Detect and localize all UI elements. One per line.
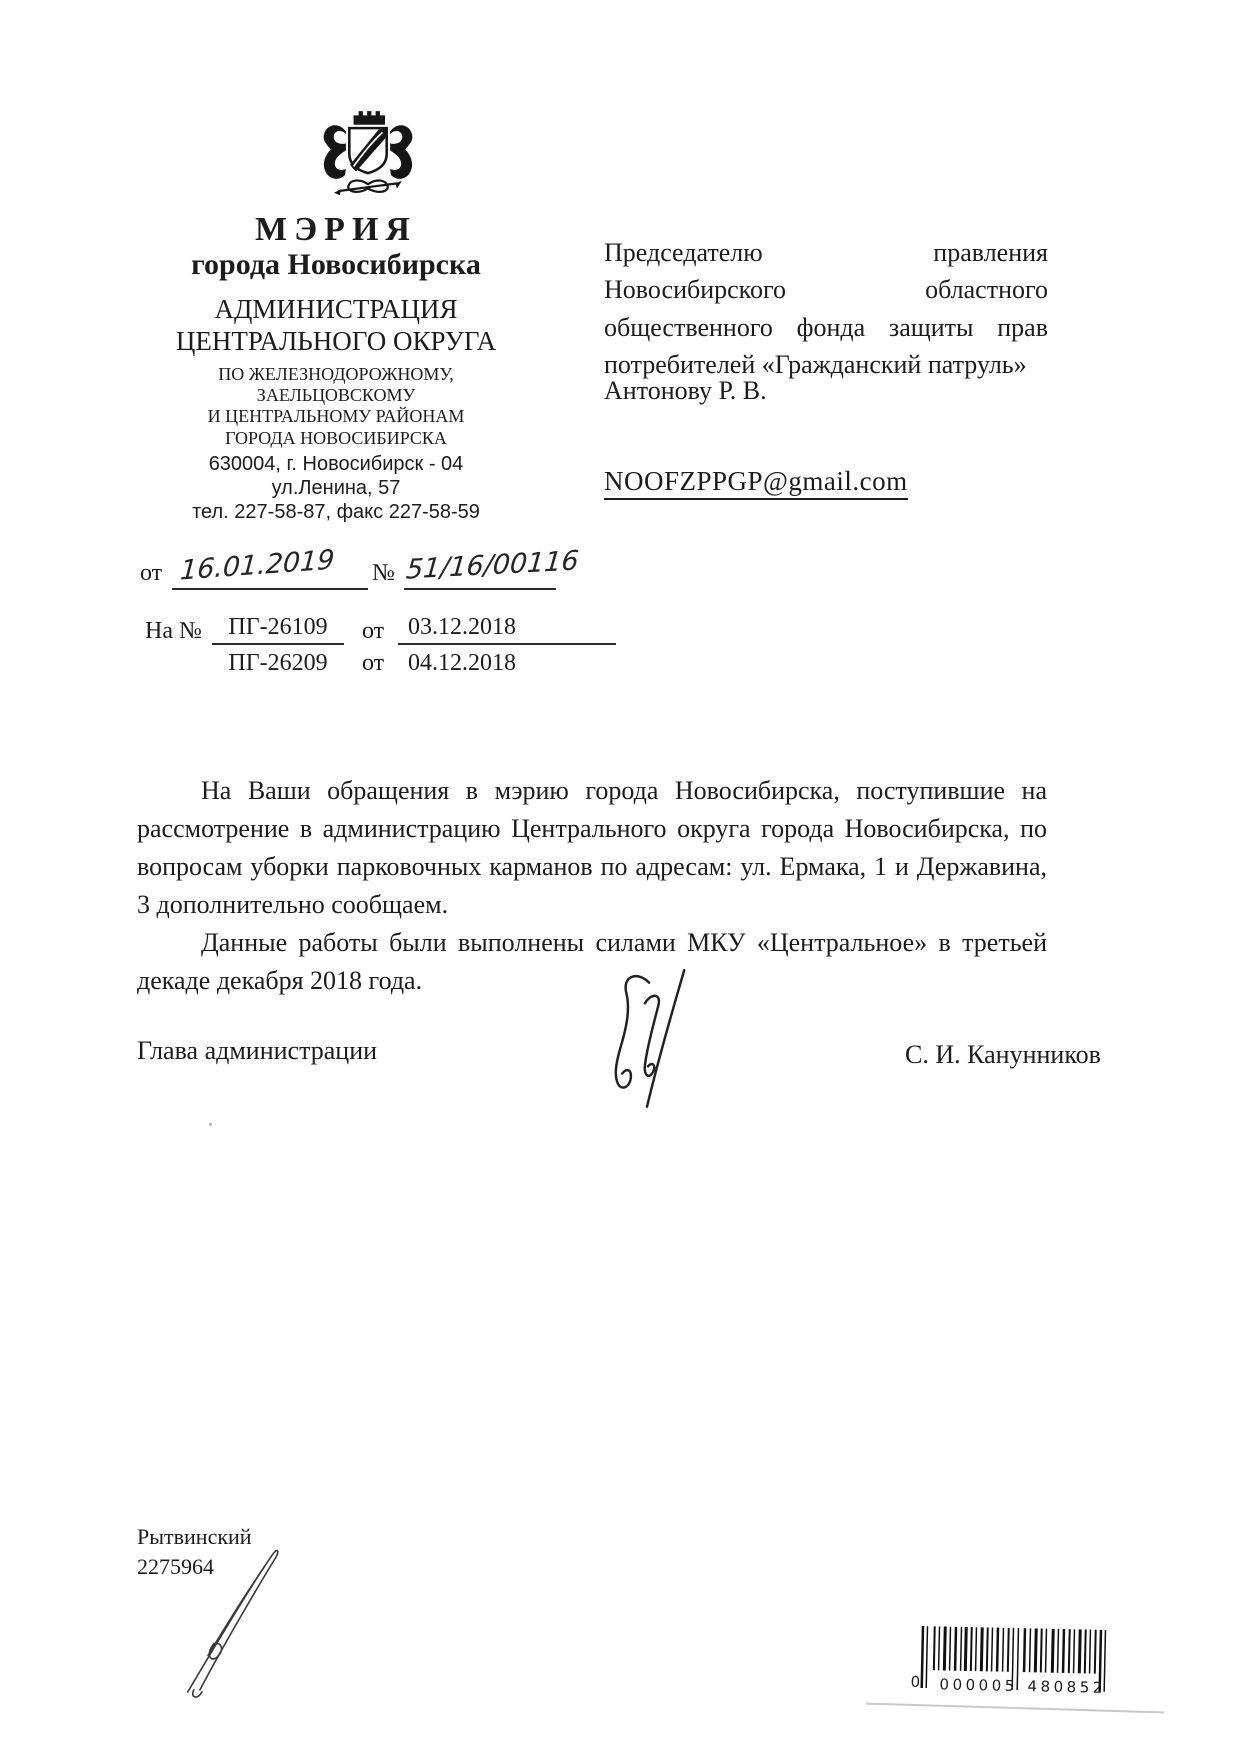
district-line4: ГОРОДА НОВОСИБИРСКА [225, 427, 447, 448]
executor-name: Рытвинский [137, 1524, 252, 1549]
outgoing-number-field [404, 545, 581, 590]
letter-body [137, 772, 1047, 1000]
incoming-ref1-date: 03.12.2018 [398, 614, 616, 645]
district-line3: И ЦЕНТРАЛЬНОМУ РАЙОНАМ [207, 406, 465, 427]
phone-fax: тел. 227-58-87, факс 227-58-59 [192, 500, 480, 523]
letterhead [140, 212, 532, 524]
postal-address: 630004, г. Новосибирск - 04 [208, 452, 464, 475]
barcode-lead-digit: 0 [910, 1672, 921, 1691]
outgoing-number-handwritten: 51/16/00116 [404, 545, 581, 586]
executor-phone: 2275964 [137, 1553, 214, 1579]
incoming-label: На № [145, 618, 202, 644]
barcode [910, 1626, 1120, 1700]
barcode-group2: 480852 [1027, 1677, 1106, 1697]
signer-position-title: Глава администрации [137, 1036, 378, 1065]
recipient-name: Антонову Р. В. [604, 376, 767, 405]
outgoing-date-label: от [140, 560, 163, 586]
incoming-ref1-date-label: от [362, 618, 385, 644]
district-line1: ПО ЖЕЛЕЗНОДОРОЖНОМУ, [218, 363, 454, 384]
incoming-ref2-number: ПГ-26209 [228, 650, 328, 676]
department-line2: ЦЕНТРАЛЬНОГО ОКРУГА [175, 326, 497, 357]
street-address: ул.Ленина, 57 [271, 476, 401, 499]
incoming-ref1-number: ПГ-26109 [212, 614, 344, 645]
org-name-line1: МЭРИЯ [255, 211, 417, 248]
department-line1: АДМИНИСТРАЦИЯ [214, 294, 458, 325]
district-line2: ЗАЕЛЬЦОВСКОМУ [256, 385, 416, 406]
handwritten-signature-icon [585, 968, 740, 1113]
recipient-email-link[interactable]: NOOFZPPGP@gmail.com [604, 466, 908, 500]
barcode-digits [910, 1672, 1119, 1697]
barcode-group1: 000005 [939, 1675, 1018, 1696]
scan-artifact-line [866, 1703, 1164, 1714]
outgoing-date-field [172, 544, 368, 590]
outgoing-date-handwritten: 16.01.2019 [179, 544, 336, 587]
org-name-line2: города Новосибирска [191, 247, 481, 281]
incoming-ref2-date: 04.12.2018 [408, 650, 516, 676]
executor-signature-mark-icon [172, 1538, 317, 1700]
incoming-ref2-date-label: от [362, 650, 385, 676]
signer-name: С. И. Канунников [905, 1040, 1101, 1069]
novosibirsk-coat-of-arms-icon [312, 106, 424, 208]
recipient-title: Председателю правления Новосибирского областного общественного фонда защиты прав потребителей «Гражданский патруль» [604, 238, 1048, 380]
outgoing-number-label: № [372, 560, 395, 586]
body-paragraph-1: На Ваши обращения в мэрию города Новосибирска, поступившие на рассмотрение в администрацию Центрального округа города Новосибирска, по вопросам уборки парковочных карманов по адресам: ул. Ермака, 1 и Державина, 3 дополнительно сообщаем. [137, 776, 1047, 919]
body-paragraph-2: Данные работы были выполнены силами МКУ «Центральное» в третьей декаде декабря 2018 года. [137, 928, 1047, 995]
scan-artifact-dot [209, 1123, 212, 1126]
